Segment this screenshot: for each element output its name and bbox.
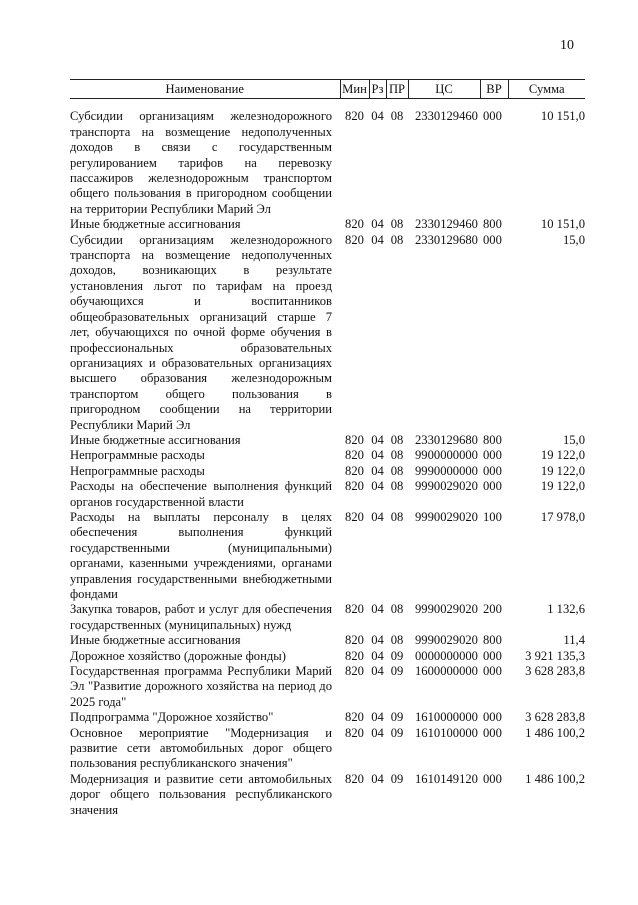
row-sum: 19 122,0 — [540, 463, 585, 478]
row-min: 820 — [345, 217, 364, 232]
row-min: 820 — [345, 648, 364, 663]
row-name: Подпрограмма "Дорожное хозяйство" — [70, 710, 274, 725]
table-row — [70, 772, 585, 818]
row-sum: 10 151,0 — [540, 217, 585, 232]
row-sum: 10 151,0 — [540, 109, 585, 124]
row-cs: 9990029020 — [415, 479, 478, 494]
row-vr: 000 — [483, 664, 502, 679]
table-row — [70, 649, 585, 664]
header-vr: ВР — [480, 80, 508, 99]
row-min: 820 — [345, 664, 364, 679]
row-sum: 19 122,0 — [540, 448, 585, 463]
table-row — [70, 633, 585, 648]
header-pr: ПР — [386, 80, 408, 99]
row-rz: 04 — [371, 509, 384, 524]
row-sum: 3 921 135,3 — [525, 648, 585, 663]
row-cs: 1600000000 — [415, 664, 478, 679]
row-sum: 1 486 100,2 — [525, 725, 585, 740]
table-header — [70, 80, 585, 99]
row-vr: 100 — [483, 509, 502, 524]
row-pr: 08 — [390, 448, 404, 463]
row-vr: 000 — [483, 648, 502, 663]
page-number: 10 — [560, 38, 574, 53]
row-name: Модернизация и развитие сети автомобильных дорог общего пользования республиканского значения — [70, 771, 332, 817]
row-name: Дорожное хозяйство (дорожные фонды) — [70, 648, 286, 663]
table-row — [70, 233, 585, 433]
row-pr: 08 — [390, 432, 404, 447]
row-min: 820 — [345, 432, 364, 447]
row-rz: 04 — [371, 633, 384, 648]
row-min: 820 — [345, 771, 364, 786]
row-cs: 9990029020 — [415, 602, 478, 617]
table-row — [70, 710, 585, 725]
row-name: Непрограммные расходы — [70, 448, 205, 463]
row-name: Иные бюджетные ассигнования — [70, 633, 241, 648]
row-sum: 1 486 100,2 — [525, 771, 585, 786]
row-pr: 08 — [390, 633, 404, 648]
row-rz: 04 — [371, 109, 384, 124]
row-pr: 08 — [390, 109, 404, 124]
row-rz: 04 — [371, 664, 384, 679]
row-name: Основное мероприятие "Модернизация и развитие сети автомобильных дорог общего пользования республиканского значения" — [70, 725, 332, 771]
row-min: 820 — [345, 109, 364, 124]
row-vr: 000 — [483, 463, 502, 478]
row-cs: 2330129460 — [415, 217, 478, 232]
row-sum: 15,0 — [562, 432, 585, 447]
row-rz: 04 — [371, 771, 384, 786]
header-min: Мин — [340, 80, 369, 99]
row-name: Непрограммные расходы — [70, 463, 205, 478]
header-cs: ЦС — [408, 80, 480, 99]
budget-table — [70, 79, 585, 818]
row-pr: 09 — [390, 771, 404, 786]
row-sum: 11,4 — [563, 633, 585, 648]
row-cs: 9900000000 — [415, 448, 478, 463]
row-pr: 08 — [390, 463, 404, 478]
spacer-row — [70, 99, 585, 110]
row-vr: 000 — [483, 771, 502, 786]
row-name: Субсидии организациям железнодорожного транспорта на возмещение недополученных доходов в связи с государственным регулированием тарифов на перевозку пассажиров железнодорожным транспортом общего пользования в пригородном сообщении на территории Республики Марий Эл — [70, 109, 332, 216]
row-min: 820 — [345, 602, 364, 617]
row-vr: 000 — [483, 479, 502, 494]
row-pr: 08 — [390, 509, 404, 524]
table-row — [70, 479, 585, 510]
row-pr: 08 — [390, 479, 404, 494]
row-cs: 2330129680 — [415, 432, 478, 447]
row-rz: 04 — [371, 602, 384, 617]
row-min: 820 — [345, 633, 364, 648]
row-rz: 04 — [371, 725, 384, 740]
row-rz: 04 — [371, 710, 384, 725]
row-vr: 000 — [483, 232, 502, 247]
row-name: Субсидии организациям железнодорожного транспорта на возмещение недополученных доходов, возникающих в результате установления льгот по тарифам на проезд обучающихся и воспитанников общеобразовательных организаций старше 7 лет, обучающихся по очной форме обучения в профессиональных образовательных организациях и образовательных организациях высшего образования железнодорожным транспортом общего пользования в пригородном сообщении на территории Республики Марий Эл — [70, 232, 332, 432]
row-cs: 0000000000 — [415, 648, 478, 663]
table-row — [70, 448, 585, 463]
row-rz: 04 — [371, 432, 384, 447]
row-vr: 800 — [483, 432, 502, 447]
row-name: Государственная программа Республики Марий Эл "Развитие дорожного хозяйства на период до 2025 года" — [70, 664, 332, 709]
table-row — [70, 217, 585, 232]
row-min: 820 — [345, 232, 364, 247]
row-pr: 09 — [390, 725, 404, 740]
row-rz: 04 — [371, 463, 384, 478]
row-cs: 1610100000 — [415, 725, 478, 740]
row-min: 820 — [345, 479, 364, 494]
row-vr: 800 — [483, 217, 502, 232]
row-min: 820 — [345, 725, 364, 740]
row-rz: 04 — [371, 217, 384, 232]
row-pr: 08 — [390, 232, 404, 247]
row-sum: 17 978,0 — [540, 509, 585, 524]
row-pr: 08 — [390, 217, 404, 232]
row-cs: 9990029020 — [415, 509, 478, 524]
row-pr: 09 — [390, 664, 404, 679]
row-cs: 9990000000 — [415, 463, 478, 478]
table-row — [70, 602, 585, 633]
row-cs: 2330129680 — [415, 232, 478, 247]
row-sum: 3 628 283,8 — [525, 710, 585, 725]
row-name: Расходы на обеспечение выполнения функций органов государственной власти — [70, 479, 332, 509]
table-row — [70, 464, 585, 479]
header-sum: Сумма — [508, 80, 585, 99]
row-min: 820 — [345, 509, 364, 524]
row-cs: 2330129460 — [415, 109, 478, 124]
row-vr: 000 — [483, 710, 502, 725]
row-sum: 3 628 283,8 — [525, 664, 585, 679]
row-vr: 800 — [483, 633, 502, 648]
row-pr: 08 — [390, 602, 404, 617]
row-rz: 04 — [371, 648, 384, 663]
table-row — [70, 433, 585, 448]
row-cs: 9990029020 — [415, 633, 478, 648]
header-rz: Рз — [369, 80, 386, 99]
row-rz: 04 — [371, 232, 384, 247]
table-row — [70, 726, 585, 772]
row-name: Иные бюджетные ассигнования — [70, 432, 241, 447]
row-pr: 09 — [390, 710, 404, 725]
row-min: 820 — [345, 448, 364, 463]
row-rz: 04 — [371, 479, 384, 494]
table-row — [70, 109, 585, 217]
row-pr: 09 — [390, 648, 404, 663]
row-vr: 000 — [483, 448, 502, 463]
row-min: 820 — [345, 710, 364, 725]
row-vr: 200 — [483, 602, 502, 617]
row-vr: 000 — [483, 109, 502, 124]
row-name: Закупка товаров, работ и услуг для обеспечения государственных (муниципальных) нужд — [70, 602, 332, 632]
row-vr: 000 — [483, 725, 502, 740]
row-cs: 1610149120 — [415, 771, 478, 786]
row-min: 820 — [345, 463, 364, 478]
row-cs: 1610000000 — [415, 710, 478, 725]
row-name: Иные бюджетные ассигнования — [70, 217, 241, 232]
table-row — [70, 664, 585, 710]
row-sum: 15,0 — [562, 232, 585, 247]
table-body — [70, 99, 585, 818]
table-row — [70, 510, 585, 602]
row-name: Расходы на выплаты персоналу в целях обеспечения выполнения функций государственными (муниципальными) органами, казенными учреждениями, органами управления государственными внебюджетными фондами — [70, 509, 332, 601]
row-rz: 04 — [371, 448, 384, 463]
row-sum: 1 132,6 — [547, 602, 585, 617]
header-name: Наименование — [70, 80, 340, 99]
row-sum: 19 122,0 — [540, 479, 585, 494]
